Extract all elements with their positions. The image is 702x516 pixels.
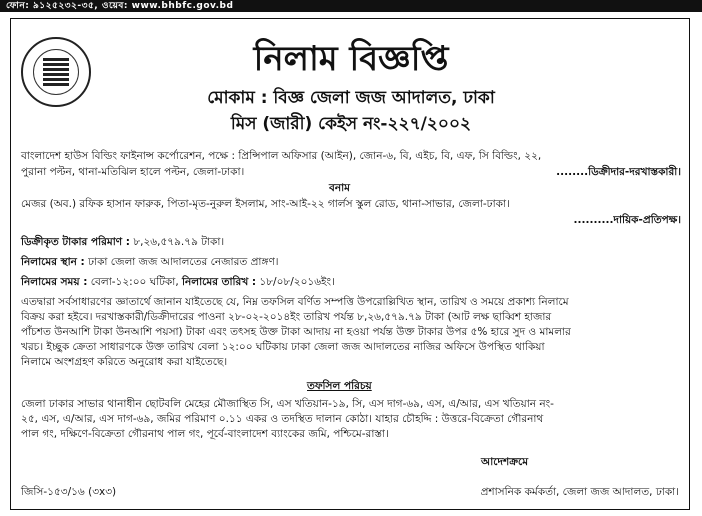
schedule-line: জেলা ঢাকার সাভার থানাধীন ছোটবলি মেহের মৌজাস্থিত সি, এস খতিয়ান-১৯, সি, এস দাগ-৬৯, এস, এ/আর, এস খতিয়ান নং- <box>21 398 554 410</box>
schedule-line: পাল গং, দক্ষিণে-বিক্রেতা গৌরনাথ পাল গং, পূর্বে-বাংলাদেশ ব্যাংকের জমি, পশ্চিমে-রাস্তা। <box>21 428 389 440</box>
body-line: এতদ্বারা সর্বসাধারণের জ্ঞাতার্থে জানান যাইতেছে যে, নিম্ন তফসিল বর্ণিত সম্পত্তি উপরোল্লিখিত স্থান, তারিখ ও সময়ে প্রকাশ্য নিলামে <box>21 296 569 308</box>
body-line: বিক্রয় করা হইবে। দরখাস্তকারী/ডিক্রীদারের পাওনা ২৮-০২-২০১৪ইং তারিখ পর্যন্ত ৮,২৬,৫৭৯.৭৯ টাকা (আট লক্ষ ছাব্বিশ হাজার <box>21 311 552 323</box>
top-contact-strip: ফোন: ৯১২৫২৩২-৩৫, ওয়েব: www.bhbfc.gov.bd <box>0 0 702 12</box>
decree-amount-value: ৮,২৬,৫৭৯.৭৯ টাকা। <box>133 236 225 248</box>
versus-label: বনাম <box>329 182 350 194</box>
reference-code: জিসি-১৫৩/১৬ (৩x৩) <box>21 486 117 498</box>
defendant-line: মেজর (অব.) রফিক হাসান ফারুক, পিতা-মৃত-নুরুল ইসলাম, সাং-আই-২২ গার্লস স্কুল রোড, থানা-সাভার, জেলা-ঢাকা। <box>21 198 510 210</box>
decree-amount <box>21 235 224 249</box>
auction-time-date <box>21 275 335 289</box>
schedule-body <box>21 397 681 442</box>
auction-place-label: নিলামের স্থান : <box>21 256 85 268</box>
signatory: প্রশাসনিক কর্মকর্তা, জেলা জজ আদালত, ঢাকা। <box>480 486 679 498</box>
auction-place-value: ঢাকা জেলা জজ আদালতের নেজারত প্রাঙ্গণ। <box>88 256 279 268</box>
auction-place <box>21 255 279 269</box>
schedule-line: ২৫, এস, এ/আর, এস দাগ-৬৯, জমির পরিমাণ ০.১১ একর ও তদস্থিত দালান কোঠা। যাহার চৌহদ্দি : উত্তরে-বিক্রেতা গৌরনাথ <box>21 413 544 425</box>
case-number: মিস (জারী) কেইস নং-২২৭/২০০২ <box>230 114 472 134</box>
notice-body <box>21 295 681 370</box>
notice-title: নিলাম বিজ্ঞপ্তি <box>253 39 449 79</box>
auction-time-label: নিলামের সময় : <box>21 276 88 288</box>
plaintiff-role: ........ডিক্রীদার-দরখাস্তকারী। <box>556 166 681 178</box>
court-name: মোকাম : বিজ্ঞ জেলা জজ আদালত, ঢাকা <box>207 88 495 108</box>
body-line: নিলামে অংশগ্রহণ করিতে অনুরোধ করা যাইতেছে। <box>21 356 228 368</box>
auction-time-value: বেলা-১২:০০ ঘটিকা, <box>90 276 179 288</box>
plaintiff-line-2: পুরানা পল্টন, থানা-মতিঝিল হালে পল্টন, জেলা-ঢাকা। <box>21 166 245 178</box>
decree-amount-label: ডিক্রীকৃত টাকার পরিমাণ : <box>21 236 130 248</box>
order-label: আদেশক্রমে <box>481 456 529 468</box>
schedule-heading: তফসিল পরিচয় <box>307 380 372 392</box>
body-line: খরচ। ইচ্ছুক ক্রেতা সাধারণকে উক্ত তারিখ বেলা ১২:০০ ঘটিকায় ঢাকা জেলা জজ আদালতের নাজির অফিসে উপস্থিত থাকিয়া <box>21 341 545 353</box>
plaintiff-line-1: বাংলাদেশ হাউস বিল্ডিং ফাইনান্স কর্পোরেশন, পক্ষে : প্রিন্সিপাল অফিসার (আইন), জোন-৬, বি, এইচ, বি, এফ, সি বিল্ডিং, ২২, <box>21 150 542 162</box>
defendant-role: ..........দায়িক-প্রতিপক্ষ। <box>573 214 681 226</box>
auction-notice <box>10 18 690 510</box>
auction-date-label: নিলামের তারিখ : <box>182 276 257 288</box>
auction-date-value: ১৮/০৮/২০১৬ইং। <box>259 276 335 288</box>
body-line: পাঁচশত উনআশি টাকা উনআশি পয়সা) টাকা এবং তৎসহ উক্ত টাকা আদায় না হওয়া পর্যন্ত উক্ত টাকার উপর ৫% হারে সুদ ও মামলার <box>21 326 571 338</box>
